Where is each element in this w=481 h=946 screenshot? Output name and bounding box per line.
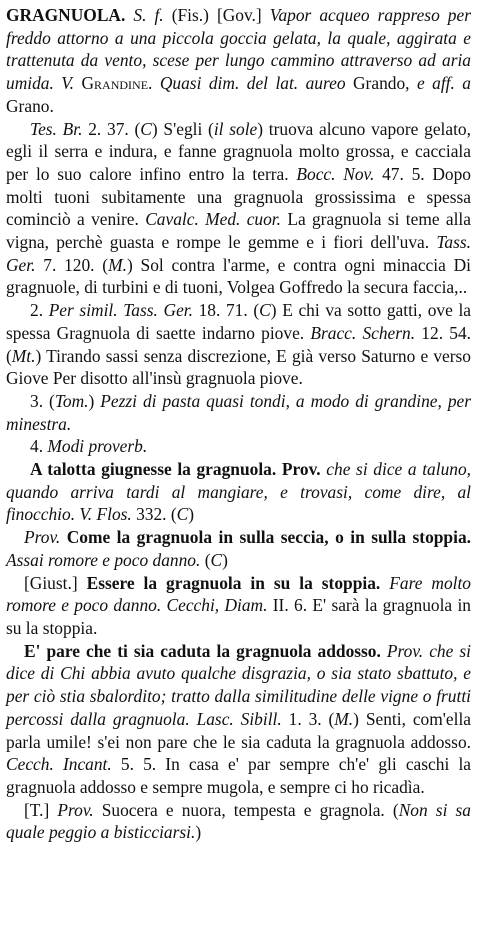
bold-run: Prov. — [281, 459, 321, 480]
definition-paragraph — [6, 4, 471, 118]
text-run: ) — [222, 549, 228, 570]
text-run: II. 6. E' sarà la gragnuola in su la stoppia. — [6, 595, 471, 638]
italic-run: Per simil. Tass. Ger. — [48, 300, 193, 321]
text-run: 47. 5. Dopo molti tuoni subitamente una gragnuola grossissima e spessa cominciò a venire. — [6, 163, 472, 230]
sense-2-paragraph — [6, 299, 471, 390]
text-run: [T.] — [24, 799, 58, 820]
proverb-paragraph — [6, 572, 471, 640]
text-run: 332. ( — [131, 504, 177, 525]
text-run: ) — [195, 822, 202, 843]
sense-3-paragraph — [6, 390, 471, 435]
text-run: 1. 3. ( — [281, 708, 335, 729]
text-run: 2. — [30, 300, 49, 321]
italic-run: Pezzi di pasta quasi tondi, a modo di grandine, per minestra. — [6, 390, 472, 434]
bold-run: E' pare che ti sia caduta la gragnuola addosso. — [24, 640, 381, 661]
proverb-paragraph — [6, 640, 471, 799]
text-run — [380, 573, 389, 593]
italic-run: C — [140, 118, 152, 139]
italic-run: Bocc. Nov. — [296, 163, 375, 184]
italic-run: Quasi dim. del lat. aureo — [159, 73, 346, 94]
text-run: [Giust.] — [24, 572, 87, 593]
italic-run: C — [259, 300, 271, 321]
text-run: . — [148, 73, 160, 94]
citation-paragraph — [6, 118, 471, 300]
text-run: Suocera e nuora, tempesta e gragnola. ( — [93, 799, 399, 820]
italic-run: C — [176, 504, 189, 525]
italic-run: Fare molto romore e poco danno. Cecchi, Diam. — [6, 572, 471, 616]
text-run: 4. — [30, 436, 48, 457]
text-run: Grando, — [345, 73, 417, 94]
italic-run: M. — [108, 254, 127, 275]
italic-run: Tom. — [54, 390, 89, 411]
italic-run: Cavalc. Med. cuor. — [145, 209, 281, 230]
italic-run: che si dice a taluno, quando arriva tardi al mangiare, e trovasi, come dire, al finocchio. V. Flos. — [6, 459, 471, 525]
italic-run: S. f. — [133, 5, 164, 25]
italic-run: Prov. — [57, 799, 94, 820]
text-run: ) — [188, 504, 195, 525]
text-run: ) — [88, 390, 101, 411]
text-run: 2. 37. ( — [82, 118, 141, 139]
text-run: ( — [200, 549, 211, 570]
italic-run: Cecch. Incant. — [6, 754, 112, 775]
italic-run: Assai romore e poco danno. — [6, 549, 201, 570]
dictionary-entry-gragnuola — [6, 4, 471, 844]
italic-run: il sole — [213, 118, 258, 139]
text-run: ) Senti, com'ella parla umile! s'ei non pare che le sia caduta la gragnuola addosso. — [6, 708, 471, 752]
italic-run: e aff. a — [416, 73, 471, 94]
italic-run: Prov. — [24, 527, 61, 548]
text-run: Grano. — [6, 95, 54, 116]
text-run: ) S'egli ( — [151, 118, 214, 139]
italic-run: Bracc. Schern. — [310, 322, 416, 343]
bold-run: Come la gragnuola in sulla seccia, o in sulla stoppia. — [66, 527, 471, 548]
text-run: ) E chi va sotto gatti, ove la spessa Gragnuola di saette indarno piove. — [6, 300, 472, 343]
italic-run: Modi proverb. — [47, 436, 148, 457]
proverb-paragraph — [6, 799, 471, 844]
italic-run: Prov. che si dice di Chi abbia avuto qualche disgrazia, o sia stato sbattuto, e per ciò stia sbalordito; tratto dalla similitudine delle vigne o frutti percossi dalla gragnuola. Lasc. Sibill. — [6, 640, 471, 729]
italic-run: Vapor acqueo rappreso per freddo attorno a una piccola goccia gelata, la quale, aggirata e trattenuta da vento, scese per lungo cammino attraverso ad aria umida. V. — [6, 5, 471, 94]
italic-run: Tass. Ger. — [6, 232, 471, 275]
text-run: (Fis.) [Gov.] — [163, 5, 270, 25]
text-run: 18. 71. ( — [192, 300, 260, 321]
italic-run: Tes. Br. — [30, 118, 83, 139]
proverb-paragraph — [6, 526, 471, 571]
smallcaps-run: Grandine — [81, 73, 149, 94]
bold-run: Essere la gragnuola in su la stoppia. — [86, 572, 381, 593]
text-run: 12. 54. ( — [6, 322, 472, 366]
proverb-paragraph — [6, 458, 471, 526]
italic-run: C — [210, 549, 223, 570]
italic-run: M. — [334, 708, 354, 729]
italic-run: Non si sa quale peggio a bisticciarsi. — [6, 799, 471, 843]
bold-run: A talotta giugnesse la gragnuola. — [30, 459, 277, 480]
text-run: La gragnuola si teme alla vigna, perchè guasta e rompe le gemme e i fiori dell'uva. — [6, 209, 471, 253]
text-run: 7. 120. ( — [35, 254, 109, 275]
italic-run: Mt. — [11, 345, 36, 366]
text-run: ) truova alcuno vapore gelato, egli il serra e indura, e fanne gragnuola molto grossa, e cacciala per lo suo calore infino entro la terra. — [6, 118, 471, 184]
text-run: 3. ( — [30, 390, 55, 411]
text-run: 5. 5. In casa e' par sempre ch'e' gli caschi la gragnuola addosso e sempre mugola, e sempre ci ho ricadìa. — [6, 754, 472, 797]
text-run: ) Sol contra l'arme, e contra ogni minaccia Di gragnuole, di turbini e di tuoni, Volgea Goffredo la secura faccia,.. — [6, 254, 472, 298]
sense-4-heading — [6, 435, 471, 458]
text-run: ) Tirando sassi senza discrezione, E già verso Saturno e verso Giove Per disotto all'insù gragnuola piove. — [6, 345, 471, 389]
bold-run: GRAGNUOLA. — [6, 5, 126, 25]
